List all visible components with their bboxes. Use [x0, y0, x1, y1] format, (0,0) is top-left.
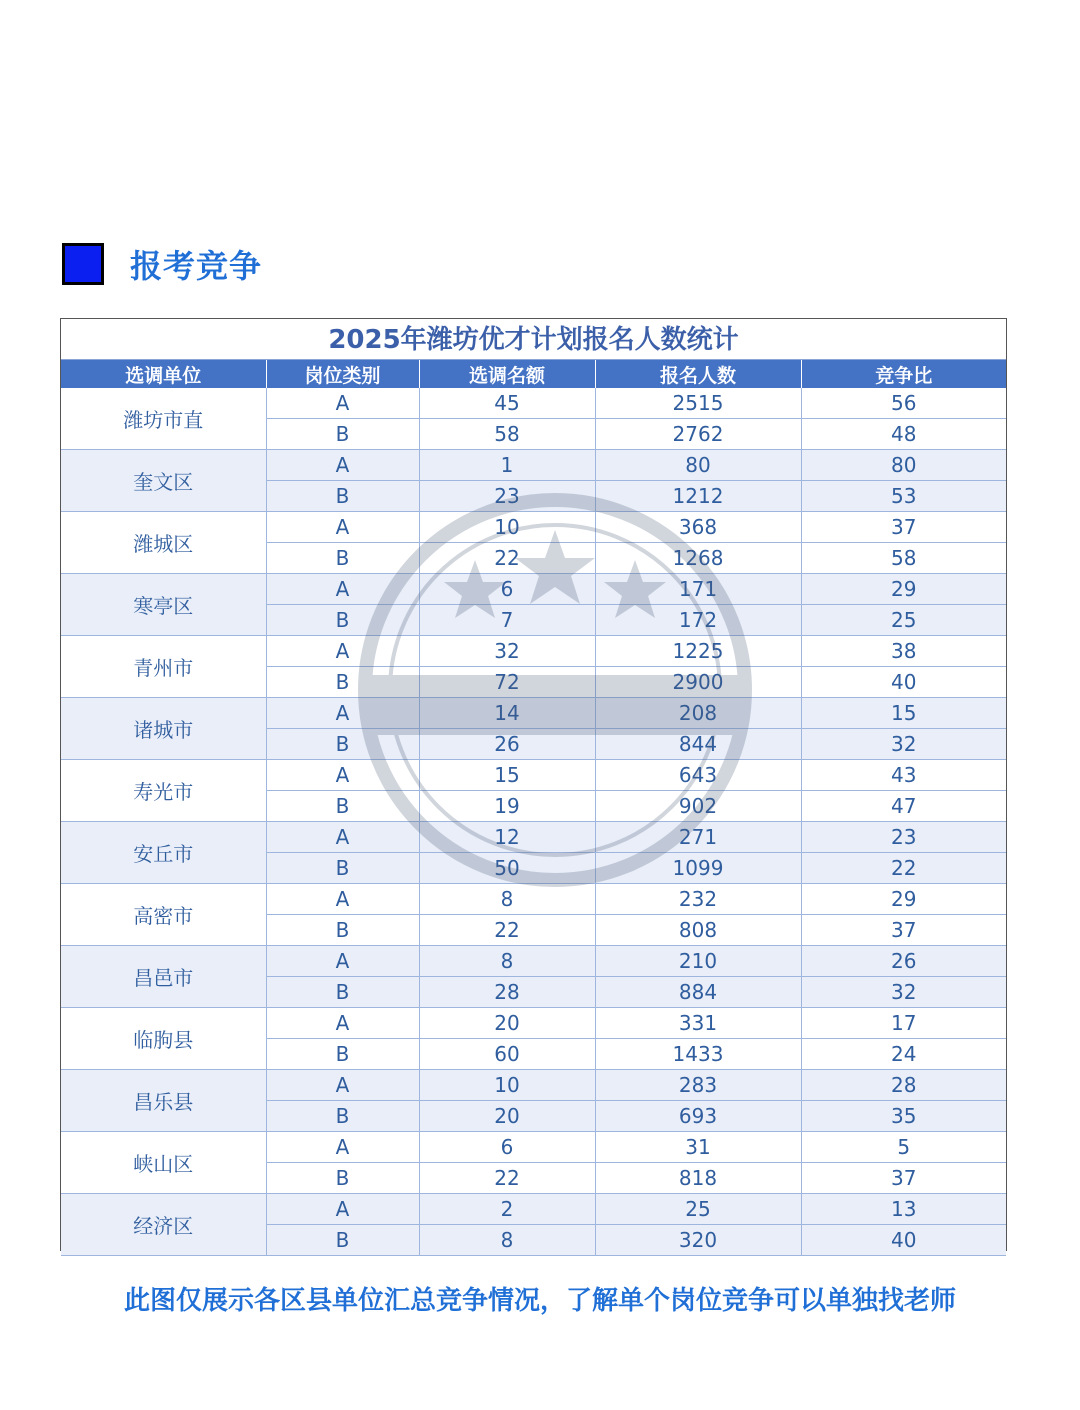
statistics-table-container [60, 318, 1007, 1251]
unit-cell: 潍坊市直 [61, 388, 266, 450]
applicants-cell: 844 [595, 729, 801, 760]
applicants-cell: 80 [595, 450, 801, 481]
ratio-cell: 24 [801, 1039, 1006, 1070]
category-cell: B [266, 1225, 419, 1256]
applicants-cell: 1268 [595, 543, 801, 574]
category-cell: A [266, 1194, 419, 1225]
applicants-cell: 808 [595, 915, 801, 946]
category-cell: B [266, 667, 419, 698]
unit-cell: 奎文区 [61, 450, 266, 512]
ratio-cell: 32 [801, 729, 1006, 760]
applicants-cell: 1225 [595, 636, 801, 667]
category-cell: B [266, 729, 419, 760]
category-cell: A [266, 512, 419, 543]
quota-cell: 1 [419, 450, 595, 481]
applicants-cell: 271 [595, 822, 801, 853]
category-cell: A [266, 1070, 419, 1101]
unit-cell: 青州市 [61, 636, 266, 698]
table-row [61, 760, 1006, 791]
table-row [61, 1070, 1006, 1101]
quota-cell: 6 [419, 1132, 595, 1163]
category-cell: B [266, 1039, 419, 1070]
applicants-cell: 210 [595, 946, 801, 977]
footer-note: 此图仅展示各区县单位汇总竞争情况，了解单个岗位竞争可以单独找老师 [123, 1286, 956, 1316]
quota-cell: 12 [419, 822, 595, 853]
header-ratio: 竞争比 [801, 360, 1006, 388]
category-cell: B [266, 605, 419, 636]
quota-cell: 50 [419, 853, 595, 884]
blue-square-icon [62, 243, 104, 285]
quota-cell: 7 [419, 605, 595, 636]
ratio-cell: 37 [801, 915, 1006, 946]
table-row [61, 636, 1006, 667]
ratio-cell: 5 [801, 1132, 1006, 1163]
quota-cell: 20 [419, 1008, 595, 1039]
header-category: 岗位类别 [266, 360, 419, 388]
quota-cell: 10 [419, 512, 595, 543]
category-cell: A [266, 1132, 419, 1163]
unit-cell: 高密市 [61, 884, 266, 946]
quota-cell: 8 [419, 1225, 595, 1256]
quota-cell: 28 [419, 977, 595, 1008]
category-cell: B [266, 543, 419, 574]
applicants-cell: 693 [595, 1101, 801, 1132]
table-row [61, 1194, 1006, 1225]
quota-cell: 22 [419, 1163, 595, 1194]
quota-cell: 26 [419, 729, 595, 760]
quota-cell: 23 [419, 481, 595, 512]
category-cell: A [266, 760, 419, 791]
quota-cell: 20 [419, 1101, 595, 1132]
applicants-cell: 1099 [595, 853, 801, 884]
ratio-cell: 40 [801, 1225, 1006, 1256]
quota-cell: 8 [419, 946, 595, 977]
category-cell: B [266, 791, 419, 822]
ratio-cell: 23 [801, 822, 1006, 853]
applicants-cell: 884 [595, 977, 801, 1008]
table-row [61, 512, 1006, 543]
table-title: 2025年潍坊优才计划报名人数统计 [61, 319, 1006, 360]
ratio-cell: 26 [801, 946, 1006, 977]
category-cell: B [266, 419, 419, 450]
quota-cell: 45 [419, 388, 595, 419]
ratio-cell: 47 [801, 791, 1006, 822]
applicants-cell: 283 [595, 1070, 801, 1101]
category-cell: A [266, 884, 419, 915]
section-header [62, 240, 262, 288]
quota-cell: 6 [419, 574, 595, 605]
ratio-cell: 17 [801, 1008, 1006, 1039]
quota-cell: 22 [419, 915, 595, 946]
unit-cell: 峡山区 [61, 1132, 266, 1194]
ratio-cell: 48 [801, 419, 1006, 450]
category-cell: A [266, 450, 419, 481]
category-cell: B [266, 915, 419, 946]
ratio-cell: 15 [801, 698, 1006, 729]
unit-cell: 寿光市 [61, 760, 266, 822]
applicants-cell: 818 [595, 1163, 801, 1194]
ratio-cell: 80 [801, 450, 1006, 481]
applicants-cell: 2515 [595, 388, 801, 419]
quota-cell: 15 [419, 760, 595, 791]
ratio-cell: 29 [801, 574, 1006, 605]
quota-cell: 60 [419, 1039, 595, 1070]
table-row [61, 698, 1006, 729]
category-cell: B [266, 977, 419, 1008]
applicants-cell: 1212 [595, 481, 801, 512]
quota-cell: 10 [419, 1070, 595, 1101]
quota-cell: 8 [419, 884, 595, 915]
ratio-cell: 32 [801, 977, 1006, 1008]
applicants-cell: 331 [595, 1008, 801, 1039]
table-row [61, 822, 1006, 853]
applicants-cell: 1433 [595, 1039, 801, 1070]
applicants-cell: 208 [595, 698, 801, 729]
ratio-cell: 56 [801, 388, 1006, 419]
category-cell: A [266, 574, 419, 605]
quota-cell: 32 [419, 636, 595, 667]
applicants-cell: 320 [595, 1225, 801, 1256]
applicants-cell: 171 [595, 574, 801, 605]
applicants-cell: 25 [595, 1194, 801, 1225]
category-cell: B [266, 853, 419, 884]
ratio-cell: 29 [801, 884, 1006, 915]
ratio-cell: 25 [801, 605, 1006, 636]
applicants-cell: 232 [595, 884, 801, 915]
applicants-cell: 902 [595, 791, 801, 822]
header-unit: 选调单位 [61, 360, 266, 388]
header-applicants: 报名人数 [595, 360, 801, 388]
unit-cell: 临朐县 [61, 1008, 266, 1070]
ratio-cell: 28 [801, 1070, 1006, 1101]
category-cell: A [266, 698, 419, 729]
quota-cell: 22 [419, 543, 595, 574]
table-header-row [61, 360, 1006, 388]
ratio-cell: 37 [801, 1163, 1006, 1194]
applicants-cell: 172 [595, 605, 801, 636]
unit-cell: 昌邑市 [61, 946, 266, 1008]
applicants-cell: 2900 [595, 667, 801, 698]
ratio-cell: 35 [801, 1101, 1006, 1132]
table-body [61, 388, 1006, 1256]
table-row [61, 1132, 1006, 1163]
table-row [61, 884, 1006, 915]
category-cell: A [266, 822, 419, 853]
ratio-cell: 22 [801, 853, 1006, 884]
table-row [61, 1008, 1006, 1039]
ratio-cell: 38 [801, 636, 1006, 667]
applicants-cell: 643 [595, 760, 801, 791]
quota-cell: 2 [419, 1194, 595, 1225]
ratio-cell: 37 [801, 512, 1006, 543]
unit-cell: 经济区 [61, 1194, 266, 1256]
section-title: 报考竞争 [130, 247, 263, 285]
category-cell: B [266, 1101, 419, 1132]
quota-cell: 72 [419, 667, 595, 698]
category-cell: A [266, 946, 419, 977]
category-cell: B [266, 481, 419, 512]
category-cell: A [266, 388, 419, 419]
table-row [61, 946, 1006, 977]
table-row [61, 450, 1006, 481]
statistics-table [61, 360, 1006, 1256]
category-cell: A [266, 1008, 419, 1039]
applicants-cell: 2762 [595, 419, 801, 450]
ratio-cell: 43 [801, 760, 1006, 791]
quota-cell: 14 [419, 698, 595, 729]
applicants-cell: 31 [595, 1132, 801, 1163]
table-row [61, 574, 1006, 605]
ratio-cell: 58 [801, 543, 1006, 574]
unit-cell: 潍城区 [61, 512, 266, 574]
ratio-cell: 40 [801, 667, 1006, 698]
applicants-cell: 368 [595, 512, 801, 543]
unit-cell: 诸城市 [61, 698, 266, 760]
header-quota: 选调名额 [419, 360, 595, 388]
unit-cell: 安丘市 [61, 822, 266, 884]
unit-cell: 寒亭区 [61, 574, 266, 636]
quota-cell: 19 [419, 791, 595, 822]
category-cell: B [266, 1163, 419, 1194]
category-cell: A [266, 636, 419, 667]
ratio-cell: 13 [801, 1194, 1006, 1225]
ratio-cell: 53 [801, 481, 1006, 512]
table-row [61, 388, 1006, 419]
quota-cell: 58 [419, 419, 595, 450]
unit-cell: 昌乐县 [61, 1070, 266, 1132]
